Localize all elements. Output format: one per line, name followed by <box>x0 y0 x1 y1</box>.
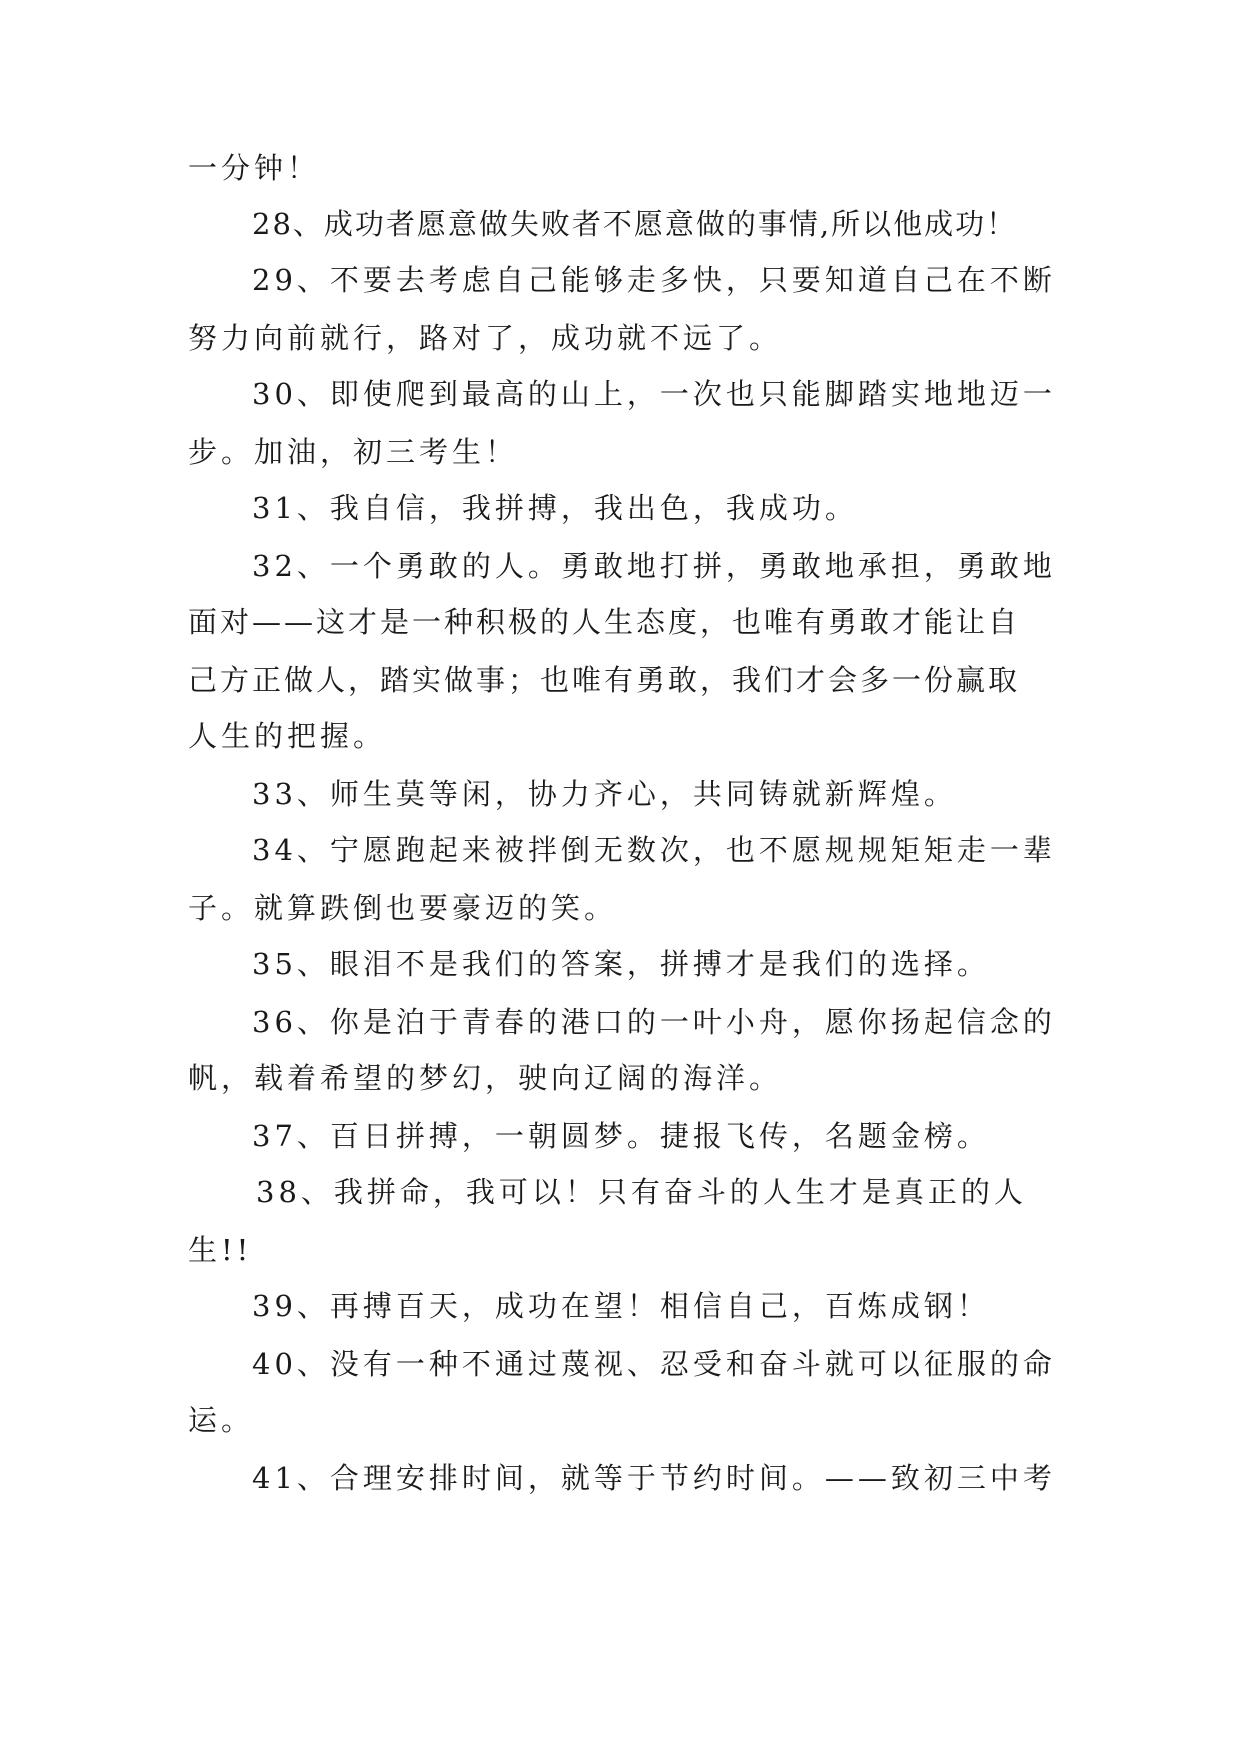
text-line-4: 努力向前就行，路对了，成功就不远了。 <box>188 321 783 355</box>
text-line-22: 40、没有一种不通过蔑视、忍受和奋斗就可以征服的命 <box>252 1347 1056 1381</box>
text-line-16: 36、你是泊于青春的港口的一叶小舟，愿你扬起信念的 <box>252 1005 1056 1039</box>
text-line-15: 35、眼泪不是我们的答案，拼搏才是我们的选择。 <box>252 947 990 981</box>
text-line-18: 37、百日拼搏，一朝圆梦。捷报飞传，名题金榜。 <box>252 1119 990 1153</box>
text-line-23: 运。 <box>188 1403 255 1437</box>
text-line-3: 29、不要去考虑自己能够走多快，只要知道自己在不断 <box>252 263 1056 297</box>
text-line-20: 生!! <box>188 1233 253 1267</box>
text-line-10: 己方正做人，踏实做事；也唯有勇敢，我们才会多一份赢取 <box>188 663 1021 697</box>
text-line-24: 41、合理安排时间，就等于节约时间。——致初三中考 <box>252 1461 1056 1495</box>
text-line-6: 步。加油，初三考生！ <box>188 435 519 469</box>
text-line-5: 30、即使爬到最高的山上，一次也只能脚踏实地地迈一 <box>252 377 1056 411</box>
text-line-2: 28、成功者愿意做失败者不愿意做的事情,所以他成功！ <box>252 207 1018 241</box>
text-line-11: 人生的把握。 <box>188 719 387 753</box>
text-line-7: 31、我自信，我拼搏，我出色，我成功。 <box>252 491 858 525</box>
text-line-9: 面对——这才是一种积极的人生态度，也唯有勇敢才能让自 <box>188 605 1021 639</box>
text-line-21: 39、再搏百天，成功在望！相信自己，百炼成钢！ <box>252 1289 990 1323</box>
text-line-17: 帆，载着希望的梦幻，驶向辽阔的海洋。 <box>188 1061 783 1095</box>
text-line-8: 32、一个勇敢的人。勇敢地打拼，勇敢地承担，勇敢地 <box>252 549 1056 583</box>
text-line-13: 34、宁愿跑起来被拌倒无数次，也不愿规规矩矩走一辈 <box>252 833 1056 867</box>
text-line-19: 38、我拼命，我可以！只有奋斗的人生才是真正的人 <box>256 1175 1027 1209</box>
text-line-12: 33、师生莫等闲，协力齐心，共同铸就新辉煌。 <box>252 777 957 811</box>
text-line-1: 一分钟！ <box>188 151 321 185</box>
text-line-14: 子。就算跌倒也要豪迈的笑。 <box>188 891 618 925</box>
